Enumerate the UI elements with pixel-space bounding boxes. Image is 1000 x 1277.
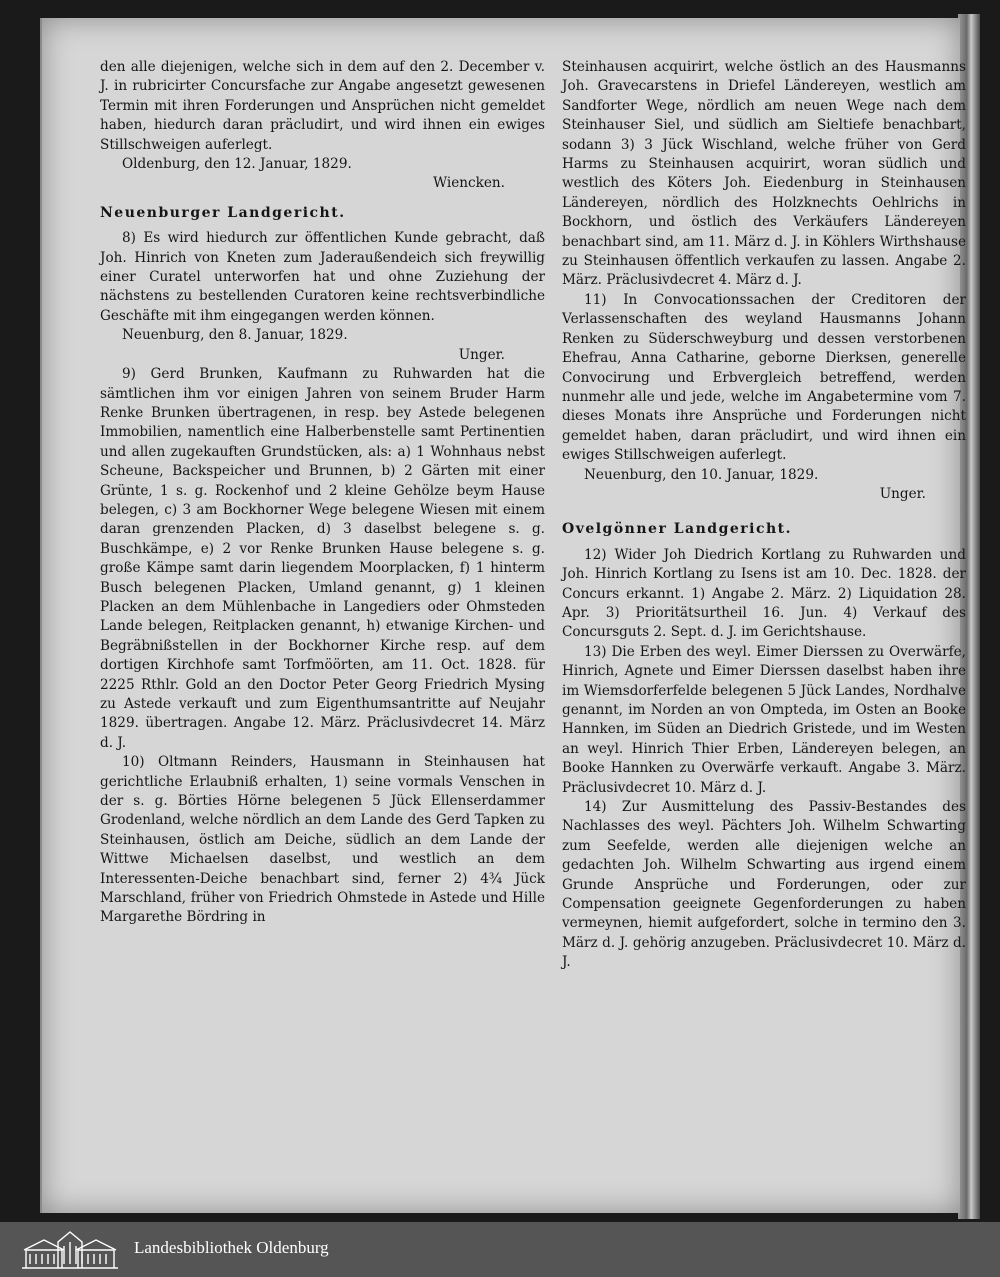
signature-wiencken: Wiencken. xyxy=(433,175,505,192)
dateline-neuenburg-1: Neuenburg, den 8. Januar, 1829. xyxy=(122,327,348,344)
paragraph-concurs-end: den alle diejenigen, welche sich in dem auf den 2. December v. J. in rubricirter Concursfache zur Angabe angesetzt gewesenen Termin mit ihren Forderungen und Ansprüchen nicht gemeldet haben, hiedurch daran präcludirt, und wird ihnen ein ewiges Stillschweigen auferlegt. xyxy=(100,59,545,153)
notice-14: 14) Zur Ausmittelung des Passiv-Bestandes des Nachlasses des weyl. Pächters Joh. Wilhelm Schwarting zum Seefelde, werden alle diejenigen welche an gedachten Joh. Wilhelm Schwarting aus irgend einem Grunde Ansprüche und Forderungen, oder zur Compensation geeignete Gegenforderungen zu haben vermeynen, hiemit aufgefordert, solche in termino den 3. März d. J. gehörig anzugeben. Präclusivdecret 10. März d. J. xyxy=(562,799,966,971)
signature-unger-2: Unger. xyxy=(879,485,926,502)
notice-9: 9) Gerd Brunken, Kaufmann zu Ruhwarden hat die sämtlichen ihm vor einigen Jahren von seinem Bruder Harm Renke Brunken übertragenen, in resp. bey Astede belegenen Immobilien, namentlich eine Halberbenstelle samt Pertinentien und allen zugekauften Grundstücken, als: a) 1 Wohnhaus nebst Scheune, Backspeicher und Brunnen, b) 2 Gärten mit einer Grünte, 1 s. g. Rockenhof und 2 kleine Gehölze beym Hause belegen, c) 3 am Bockhorner Wege belegene Wiesen mit einem daran grenzenden Placken, d) 3 daselbst belegene s. g. Buschkämpe, e) 2 vor Renke Brunken Hause belegene s. g. große Kämpe samt darin liegendem Moorplacken, f) 1 hinterm Busch belegenen Placken, Umland genannt, g) 1 kleinen Placken an dem Mühlenbache in Langediers oder Ohmsteden Lande belegen, Reitplacken genannt, h) etwanige Kirchen- und Begräbnißstellen in der Bockhorner Kirche resp. auf dem dortigen Kirchhofe samt Torfmöörten, am 11. Oct. 1828. für 2225 Rthlr. Gold an den Doctor Peter Georg Friedrich Mysing zu Astede verkauft und zum Eigenthumsantritte auf Neujahr 1829. übertragen. Angabe 12. März. Präclusivdecret 14. März d. J. xyxy=(100,366,545,751)
section-heading-neuenburg: Neuenburger Landgericht. xyxy=(100,204,346,221)
notice-8: 8) Es wird hiedurch zur öffentlichen Kunde gebracht, daß Joh. Hinrich von Kneten zum Jaderaußendeich sich freywillig einer Curatel unterworfen hat und ohne Zuziehung der nächstens zu bestellenden Curatoren keine rechtsverbindliche Geschäfte mit ihm eingegangen werden können. xyxy=(100,230,545,324)
dateline-oldenburg: Oldenburg, den 12. Januar, 1829. xyxy=(122,156,352,173)
footer-library-name: Landesbibliothek Oldenburg xyxy=(134,1238,329,1257)
notice-11: 11) In Convocationssachen der Creditoren der Verlassenschaften des weyland Hausmanns Johann Renken zu Süderschweyburg und dessen verstorbenen Ehefrau, Anna Catharine, geborne Dierksen, generelle Convocirung und Erbvergleich betreffend, werden nunmehr alle und jede, welche im Angabetermine vom 7. dieses Monats ihre Ansprüche und Forderungen nicht gemeldet haben, daran präcludirt, und wird ihnen ein ewiges Stillschweigen auferlegt. xyxy=(562,291,966,464)
notice-13: 13) Die Erben des weyl. Eimer Dierssen zu Overwärfe, Hinrich, Agnete und Eimer Dierssen daselbst haben ihre im Wiemsdorferfelde belegenen 5 Jück Landes, Nordhalve genannt, im Norden an von Ompteda, im Osten an Booke Hannken, im Süden an Diedrich Gristede, und im Westen an weyl. Hinrich Thier Erben, Ländereyen belegen, an Booke Hannken zu Overwärfe verkauft. Angabe 3. März. Präclusivdecret 10. März d. J. xyxy=(562,643,966,796)
signature-unger-1: Unger. xyxy=(458,346,505,363)
footer-bar xyxy=(0,1222,1000,1277)
left-column xyxy=(100,58,545,928)
section-heading-ovelgoenne: Ovelgönner Landgericht. xyxy=(562,521,793,538)
dateline-neuenburg-2: Neuenburg, den 10. Januar, 1829. xyxy=(584,466,819,483)
notice-12: 12) Wider Joh Diedrich Kortlang zu Ruhwarden und Joh. Hinrich Kortlang zu Isens ist am 10. Dec. 1828. der Concurs erkannt. 1) Angabe 2. März. 2) Liquidation 28. Apr. 3) Prioritätsurtheil 16. Jun. 4) Verkauf des Concursguts 2. Sept. d. J. im Gerichtshause. xyxy=(562,546,966,641)
notice-10: 10) Oltmann Reinders, Hausmann in Steinhausen hat gerichtliche Erlaubniß erhalten, 1) seine vormals Venschen in der s. g. Börties Hörne belegenen 5 Jück Ellenserdammer Grodenland, welche nördlich an dem Lande des Gerd Tapken zu Steinhausen, östlich am Deiche, südlich an dem Lande der Wittwe Michaelsen daselbst, und westlich an dem Interessenten-Deiche benachbart sind, ferner 2) 4¾ Jück Marschland, früher von Friedrich Ohmstede in Astede und Hille Margarethe Bördring in xyxy=(100,754,545,926)
library-building-icon xyxy=(18,1228,122,1272)
right-column xyxy=(562,58,966,973)
notice-10-continued: Steinhausen acquirirt, welche östlich an des Hausmanns Joh. Gravecarstens in Driefel Ländereyen, westlich am Sandforter Wege, nördlich am neuen Wege nach dem Steinhauser Siel, und südlich am Sieltiefe benachbart, sodann 3) 3 Jück Wischland, welche früher von Gerd Harms zu Steinhausen acquirirt, woran südlich und westlich des Köters Joh. Eiedenburg in Steinhausen Ländereyen, nördlich des Holzknechts Oehlrichs in Bockhorn, und östlich des Verkäufers Ländereyen benachbart sind, am 11. März d. J. in Köhlers Wirthshause zu Steinhausen öffentlich verkaufen zu lassen. Angabe 2. März. Präclusivdecret 4. März d. J. xyxy=(562,59,966,289)
